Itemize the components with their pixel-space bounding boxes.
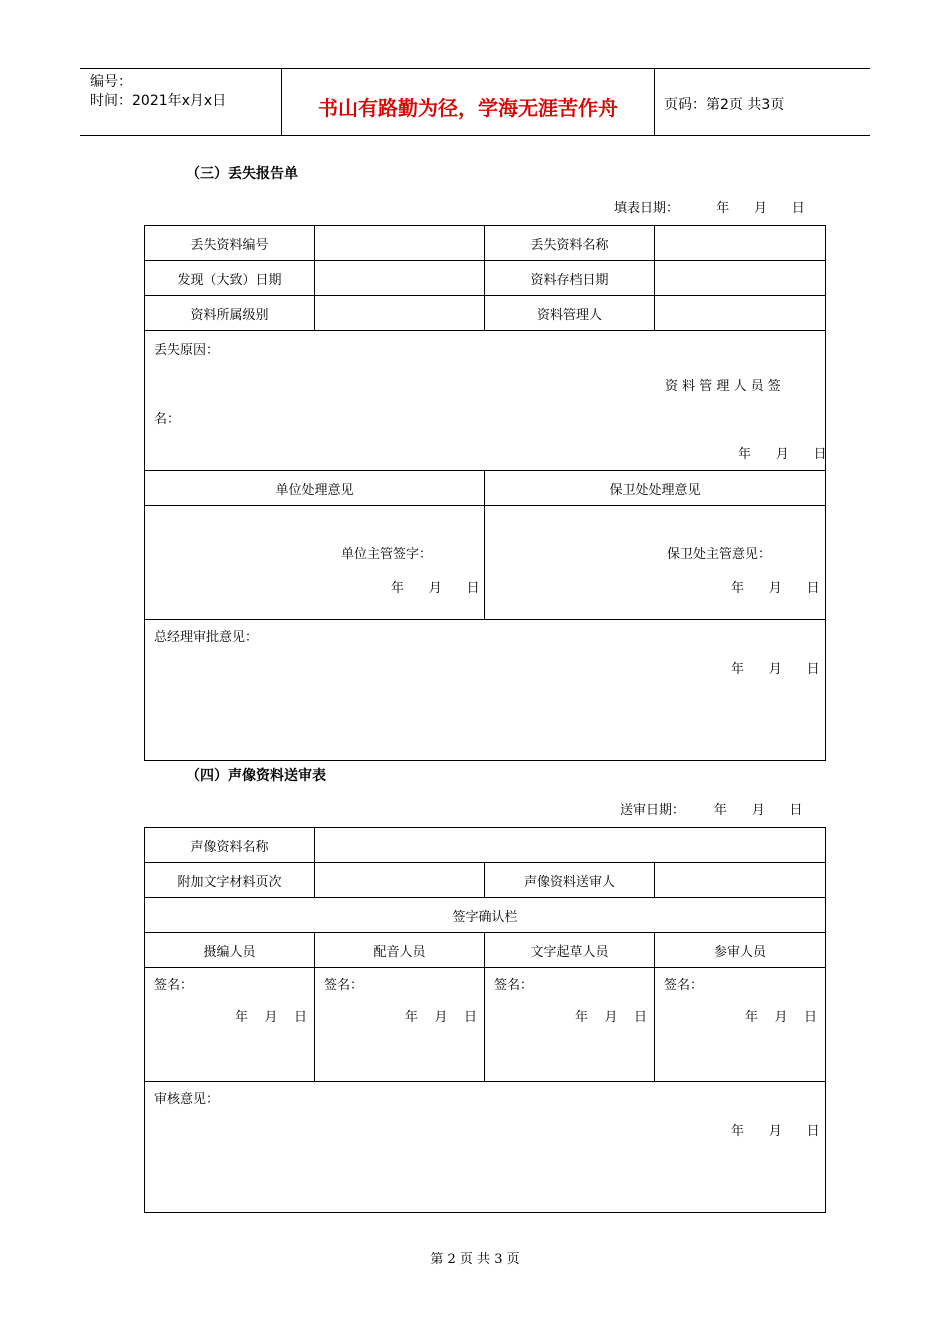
gm-opinion-date: 年 月 日 [731,662,820,677]
cell-submitter-label: 声像资料送审人 [485,863,655,898]
cell-loss-name-label: 丢失资料名称 [485,226,655,261]
section3-title: （三）丢失报告单 [186,166,298,182]
security-supervisor-opinion-label: 保卫处主管意见： [667,547,772,562]
cell-security-opinion[interactable] [485,506,826,620]
cell-level-label: 资料所属级别 [145,296,315,331]
header-number: 编号： [90,74,132,90]
manager-sign-label-b: 名： [154,412,181,427]
cell-loss-number-label: 丢失资料编号 [145,226,315,261]
sign-label: 签名： [324,978,364,993]
cell-manager-label: 资料管理人 [485,296,655,331]
cell-role-reviewer: 参审人员 [655,933,826,968]
header-time: 时间：2021年x月x日 [90,93,227,109]
footer-page-number: 第 2 页 共 3 页 [430,1252,520,1267]
cell-gm-opinion[interactable] [145,620,826,761]
sign-label: 签名： [664,978,704,993]
header-bottom-rule [80,135,870,136]
unit-supervisor-sign-label: 单位主管签字： [341,547,433,562]
header-page: 页码：第2页 共3页 [664,97,785,113]
cell-discover-date-label: 发现（大致）日期 [145,261,315,296]
cell-manager-value[interactable] [655,296,826,331]
cell-av-name-label: 声像资料名称 [145,828,315,863]
cell-role-editor: 摄编人员 [145,933,315,968]
section3-fill-date: 填表日期： 年 月 日 [614,201,805,216]
cell-role-writer: 文字起草人员 [485,933,655,968]
cell-loss-reason[interactable] [145,331,826,471]
cell-discover-date-value[interactable] [315,261,485,296]
section4-title: （四）声像资料送审表 [186,768,326,784]
cell-archive-date-value[interactable] [655,261,826,296]
cell-submitter-value[interactable] [655,863,826,898]
header-divider-right [654,68,655,136]
cell-security-opinion-header: 保卫处处理意见 [485,471,826,506]
cell-review-opinion[interactable] [145,1082,826,1213]
cell-sign-voice[interactable] [315,968,485,1082]
av-review-table [144,827,826,1213]
manager-sign-date: 年 月 日 [738,447,827,462]
sign-date: 年 月 日 [745,1010,818,1025]
cell-loss-name-value[interactable] [655,226,826,261]
cell-attach-label: 附加文字材料页次 [145,863,315,898]
manager-sign-label-a: 资 料 管 理 人 员 签 [665,379,781,394]
sign-date: 年 月 日 [575,1010,648,1025]
cell-unit-opinion[interactable] [145,506,485,620]
cell-loss-number-value[interactable] [315,226,485,261]
sign-date: 年 月 日 [235,1010,308,1025]
loss-report-table [144,225,826,761]
cell-unit-opinion-header: 单位处理意见 [145,471,485,506]
cell-sign-reviewer[interactable] [655,968,826,1082]
loss-reason-label: 丢失原因： [154,343,220,358]
cell-archive-date-label: 资料存档日期 [485,261,655,296]
cell-level-value[interactable] [315,296,485,331]
review-opinion-label: 审核意见： [154,1092,220,1107]
cell-confirm-header: 签字确认栏 [145,898,826,933]
gm-opinion-label: 总经理审批意见： [154,630,259,645]
review-opinion-date: 年 月 日 [731,1124,820,1139]
header-motto: 书山有路勤为径，学海无涯苦作舟 [318,96,618,120]
header-top-rule [80,68,870,69]
cell-attach-value[interactable] [315,863,485,898]
cell-av-name-value[interactable] [315,828,826,863]
sign-date: 年 月 日 [405,1010,478,1025]
sign-label: 签名： [494,978,534,993]
unit-opinion-date: 年 月 日 [391,581,480,596]
sign-label: 签名： [154,978,194,993]
security-opinion-date: 年 月 日 [731,581,820,596]
cell-sign-editor[interactable] [145,968,315,1082]
cell-sign-writer[interactable] [485,968,655,1082]
cell-role-voice: 配音人员 [315,933,485,968]
section4-submit-date: 送审日期： 年 月 日 [620,803,803,818]
